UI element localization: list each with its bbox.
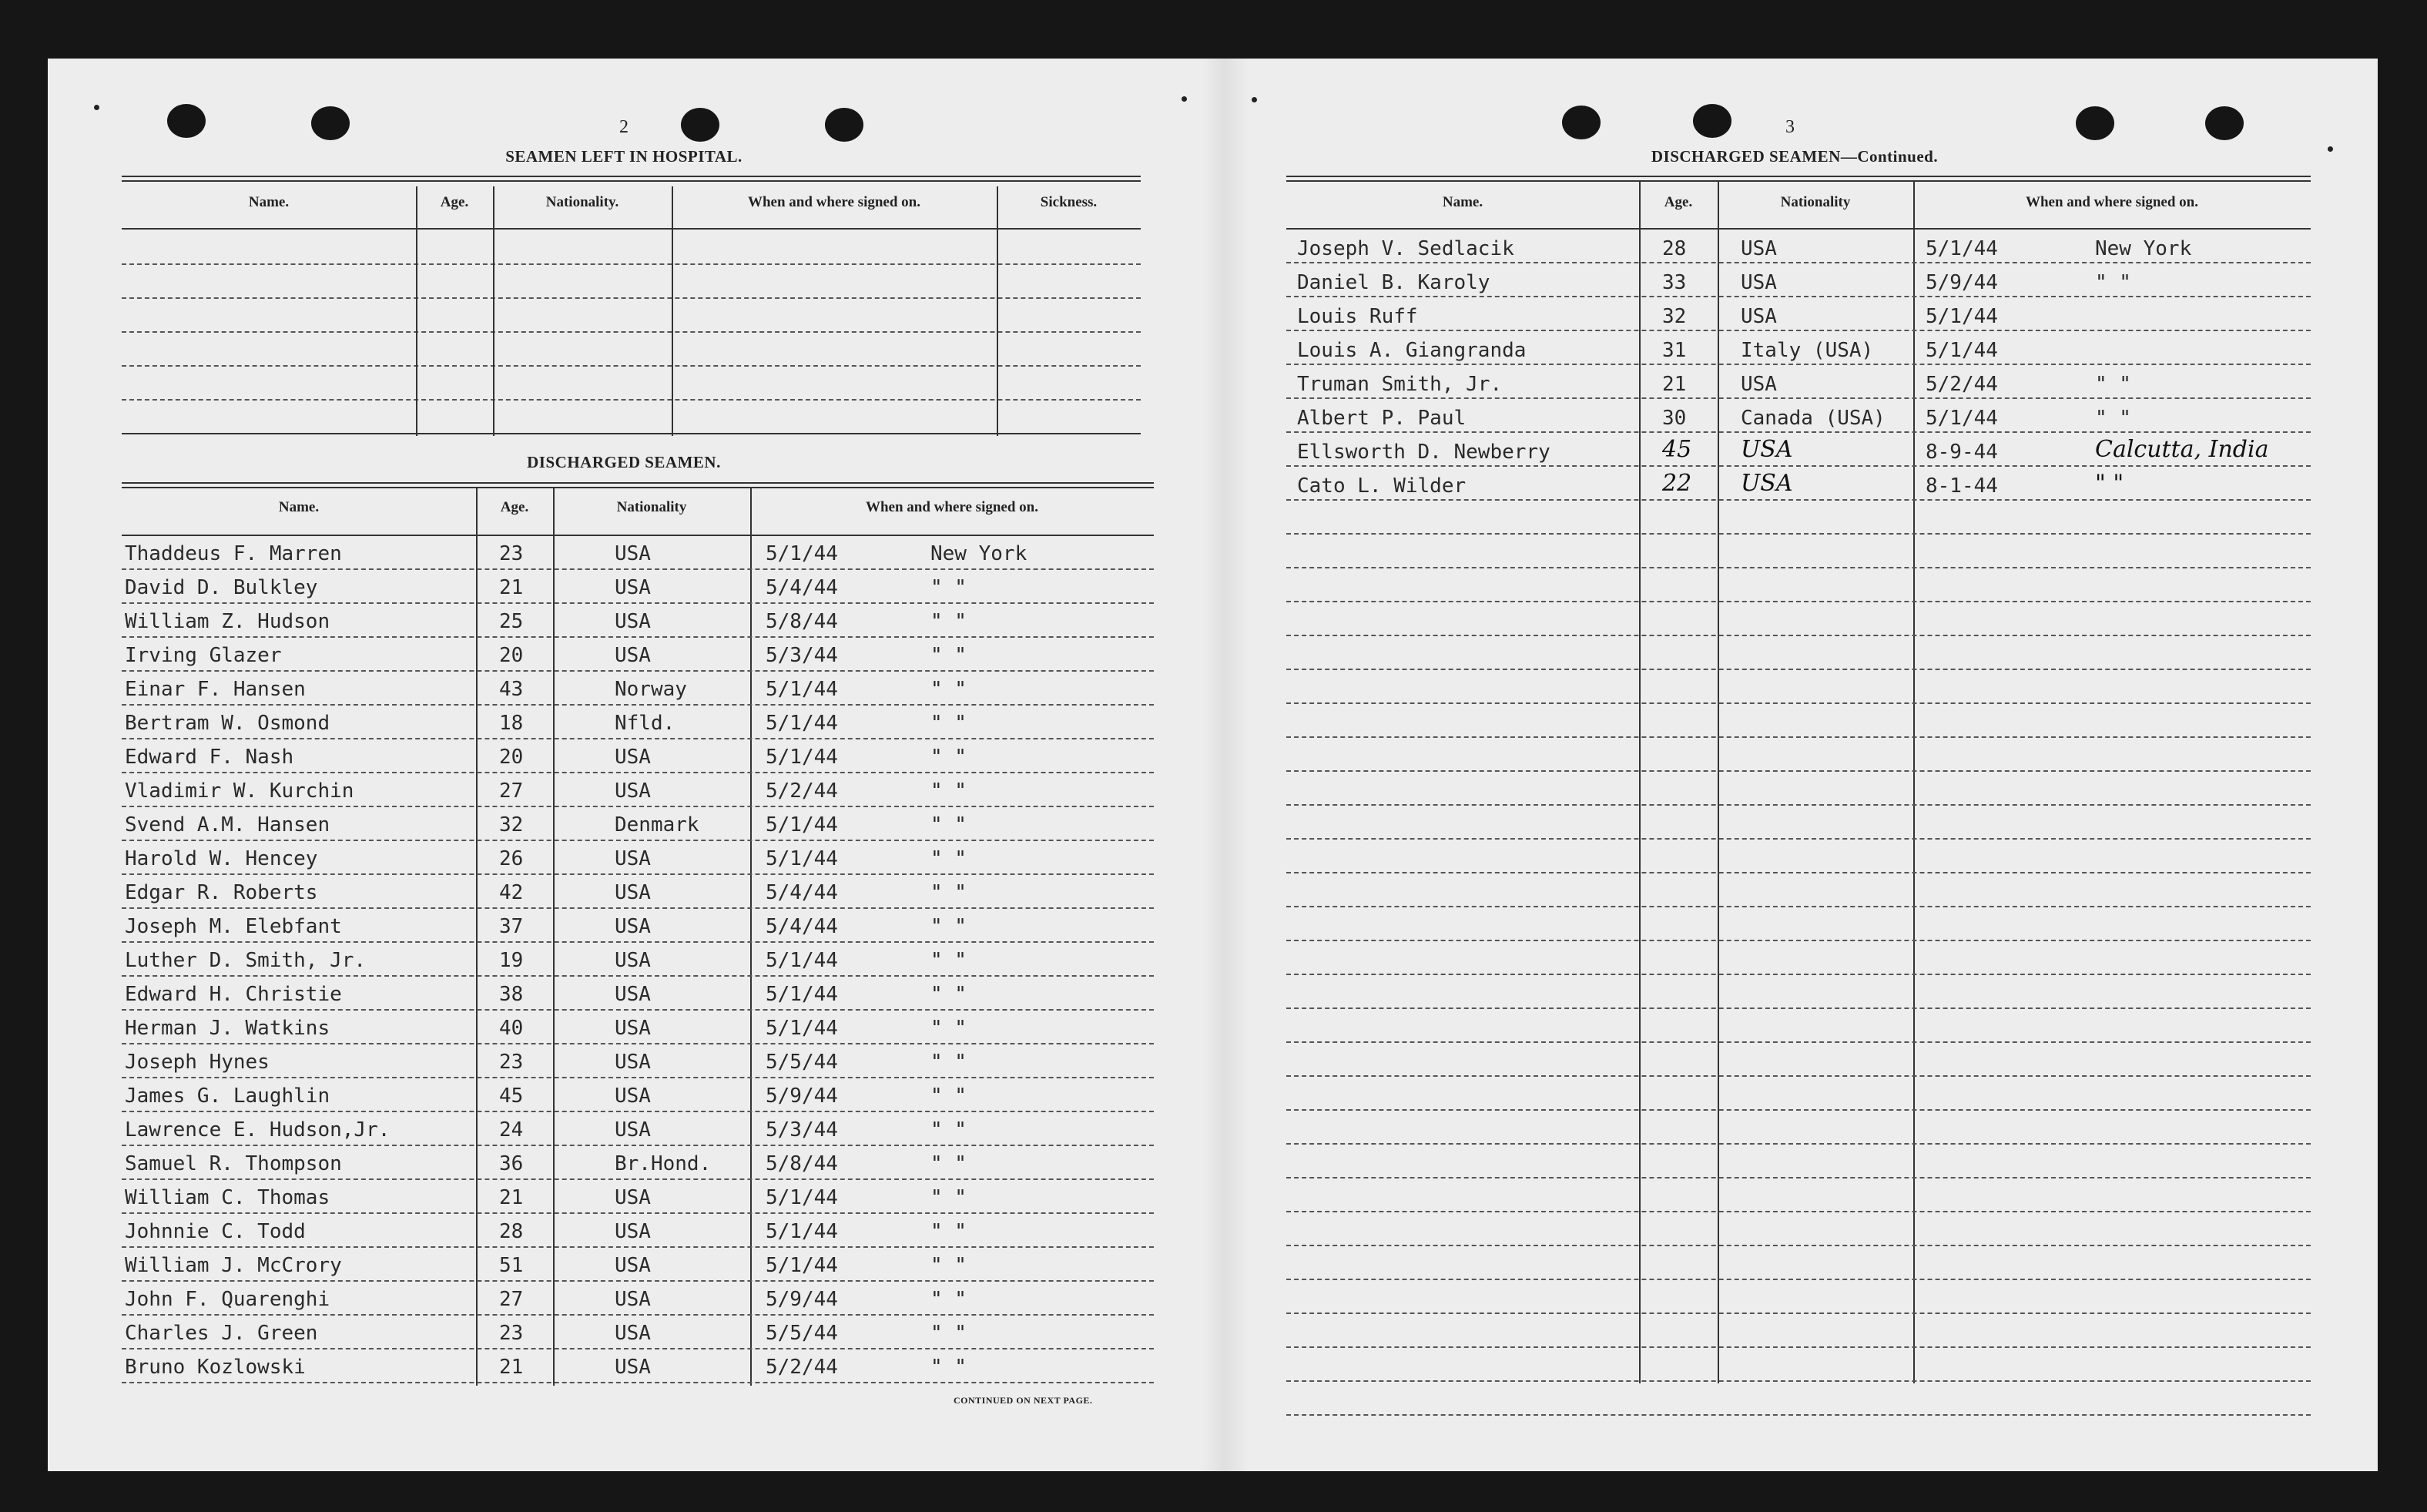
signed-on-date: 5/3/44 (766, 644, 838, 667)
row-rule (1286, 1075, 2311, 1077)
continued-note: CONTINUED ON NEXT PAGE. (954, 1395, 1093, 1406)
seaman-nationality: USA (615, 542, 651, 565)
seaman-nationality: USA (615, 1254, 651, 1277)
seaman-age: 32 (1662, 305, 1687, 328)
col-header-age: Age. (440, 194, 469, 210)
row-rule (122, 772, 1154, 773)
seaman-nationality: Nfld. (615, 712, 675, 735)
signed-on-place: " " (2095, 407, 2131, 430)
seaman-nationality: Norway (615, 678, 687, 701)
row-rule (1286, 1109, 2311, 1111)
seaman-name: Joseph M. Elebfant (125, 915, 342, 938)
seaman-age: 28 (1662, 237, 1687, 260)
seaman-name: Vladimir W. Kurchin (125, 779, 354, 803)
signed-on-date: 5/1/44 (766, 1017, 838, 1040)
row-rule (1286, 1177, 2311, 1178)
signed-on-date: 5/2/44 (766, 779, 838, 803)
row-rule (122, 1178, 1154, 1180)
seaman-name: James G. Laughlin (125, 1085, 330, 1108)
row-rule (1286, 567, 2311, 568)
row-rule (1286, 974, 2311, 975)
row-rule (122, 1111, 1154, 1112)
signed-on-place: " " (930, 915, 967, 938)
row-rule (1286, 1143, 2311, 1145)
seaman-nationality: USA (615, 610, 651, 633)
seaman-name: Charles J. Green (125, 1322, 318, 1345)
punch-hole (2076, 106, 2114, 140)
seaman-name: Ellsworth D. Newberry (1297, 441, 1550, 464)
signed-on-place: " " (930, 1085, 967, 1108)
signed-on-place: " " (930, 1118, 967, 1142)
discharged-table-left (122, 481, 1154, 1383)
signed-on-place: " " (930, 847, 967, 870)
seaman-nationality: USA (615, 881, 651, 904)
seaman-nationality: USA (1741, 373, 1777, 396)
signed-on-date: 5/1/44 (766, 813, 838, 836)
seaman-age: 20 (499, 644, 524, 667)
row-rule (122, 975, 1154, 977)
row-rule (122, 670, 1154, 672)
row-rule (122, 602, 1154, 604)
signed-on-place: " " (930, 1186, 967, 1209)
row-rule (1286, 770, 2311, 772)
row-rule (1286, 465, 2311, 467)
signed-on-date: 5/9/44 (766, 1288, 838, 1311)
seaman-age: 21 (499, 1186, 524, 1209)
seaman-nationality: USA (615, 576, 651, 599)
row-rule (122, 907, 1154, 909)
seaman-name: Bertram W. Osmond (125, 712, 330, 735)
signed-on-date: 5/1/44 (1926, 237, 1998, 260)
row-rule (122, 1145, 1154, 1146)
seaman-age: 22 (1662, 470, 1692, 497)
seaman-name: William J. McCrory (125, 1254, 342, 1277)
row-rule (1286, 1346, 2311, 1348)
seaman-nationality: USA (1741, 470, 1793, 497)
row-rule (122, 1280, 1154, 1282)
seaman-nationality: USA (615, 1322, 651, 1345)
row-rule (122, 1314, 1154, 1316)
seaman-name: Thaddeus F. Marren (125, 542, 342, 565)
signed-on-date: 5/4/44 (766, 576, 838, 599)
signed-on-place: " " (930, 1051, 967, 1074)
row-rule (1286, 1380, 2311, 1382)
hospital-table (122, 174, 1141, 436)
signed-on-place: " " (930, 1254, 967, 1277)
seaman-name: Louis A. Giangranda (1297, 339, 1527, 362)
row-rule (1286, 1007, 2311, 1009)
signed-on-place: " " (930, 610, 967, 633)
signed-on-place: " " (930, 1017, 967, 1040)
signed-on-date: 5/1/44 (766, 678, 838, 701)
signed-on-place: " " (2095, 373, 2131, 396)
signed-on-place: " " (930, 712, 967, 735)
signed-on-place: " " (2095, 271, 2131, 294)
signed-on-place: " " (930, 949, 967, 972)
speck (2328, 146, 2333, 152)
row-rule (122, 806, 1154, 807)
seaman-nationality: USA (615, 1356, 651, 1379)
signed-on-date: 5/1/44 (766, 983, 838, 1006)
row-rule (1286, 702, 2311, 704)
seaman-nationality: USA (1741, 305, 1777, 328)
signed-on-place: " " (930, 779, 967, 803)
signed-on-date: 8-9-44 (1926, 441, 1998, 464)
seaman-age: 43 (499, 678, 524, 701)
seaman-name: Cato L. Wilder (1297, 474, 1467, 498)
col-header-age: Age. (1664, 194, 1693, 210)
row-rule (122, 1009, 1154, 1011)
row-rule (1286, 872, 2311, 873)
seaman-age: 26 (499, 847, 524, 870)
discharged-section-title: DISCHARGED SEAMEN. (527, 453, 721, 471)
seaman-nationality: USA (615, 1220, 651, 1243)
row-rule (122, 1382, 1154, 1383)
row-rule (1286, 669, 2311, 670)
signed-on-date: 5/1/44 (766, 746, 838, 769)
signed-on-place: Calcutta, India (2095, 436, 2269, 463)
row-rule (1286, 330, 2311, 331)
seaman-name: Joseph V. Sedlacik (1297, 237, 1514, 260)
col-header-nationality: Nationality. (545, 194, 619, 210)
row-rule (1286, 906, 2311, 907)
seaman-age: 31 (1662, 339, 1687, 362)
signed-on-date: 5/4/44 (766, 881, 838, 904)
punch-hole (2205, 106, 2244, 140)
seaman-age: 21 (1662, 373, 1687, 396)
signed-on-date: 5/1/44 (766, 1220, 838, 1243)
seaman-nationality: USA (615, 746, 651, 769)
seaman-nationality: USA (615, 1085, 651, 1108)
signed-on-date: 5/9/44 (1926, 271, 1998, 294)
row-rule (122, 704, 1154, 706)
seaman-name: David D. Bulkley (125, 576, 318, 599)
seaman-name: Samuel R. Thompson (125, 1152, 342, 1175)
row-rule (1286, 1041, 2311, 1043)
seaman-nationality: USA (615, 1186, 651, 1209)
seaman-age: 42 (499, 881, 524, 904)
signed-on-place: " " (930, 813, 967, 836)
col-header-name: Name. (1442, 194, 1483, 210)
seaman-age: 32 (499, 813, 524, 836)
row-rule (122, 636, 1154, 638)
seaman-age: 45 (499, 1085, 524, 1108)
punch-hole (1693, 104, 1731, 138)
signed-on-date: 5/8/44 (766, 610, 838, 633)
seaman-nationality: USA (615, 1051, 651, 1074)
signed-on-place: " " (930, 576, 967, 599)
seaman-age: 21 (499, 576, 524, 599)
seaman-age: 25 (499, 610, 524, 633)
seaman-name: Truman Smith, Jr. (1297, 373, 1503, 396)
row-rule (1286, 1279, 2311, 1280)
signed-on-place: New York (2095, 237, 2192, 260)
seaman-name: Harold W. Hencey (125, 847, 318, 870)
row-rule (122, 738, 1154, 739)
seaman-nationality: Denmark (615, 813, 699, 836)
seaman-age: 19 (499, 949, 524, 972)
seaman-nationality: USA (615, 847, 651, 870)
page-fold (1202, 59, 1248, 1471)
seaman-nationality: USA (615, 949, 651, 972)
seaman-name: Svend A.M. Hansen (125, 813, 330, 836)
seaman-nationality: USA (615, 779, 651, 803)
seaman-name: Luther D. Smith, Jr. (125, 949, 367, 972)
punch-hole (1562, 106, 1601, 139)
signed-on-place: " " (930, 1356, 967, 1379)
row-rule (1286, 499, 2311, 501)
signed-on-date: 5/1/44 (766, 949, 838, 972)
signed-on-place: " " (930, 746, 967, 769)
seaman-name: William C. Thomas (125, 1186, 330, 1209)
row-rule (1286, 262, 2311, 263)
col-header-nationality: Nationality (1780, 194, 1851, 210)
row-rule (1286, 736, 2311, 738)
signed-on-place: " " (930, 881, 967, 904)
seaman-nationality: USA (615, 644, 651, 667)
punch-hole (311, 106, 350, 140)
signed-on-date: 5/1/44 (766, 542, 838, 565)
signed-on-place: " " (930, 1288, 967, 1311)
col-header-signed-on: When and where signed on. (865, 499, 1038, 515)
seaman-name: Louis Ruff (1297, 305, 1418, 328)
row-rule (1286, 431, 2311, 433)
seaman-age: 37 (499, 915, 524, 938)
signed-on-place: " " (930, 1220, 967, 1243)
seaman-name: Edward H. Christie (125, 983, 342, 1006)
signed-on-place: " " (2095, 470, 2124, 497)
signed-on-date: 5/5/44 (766, 1051, 838, 1074)
seaman-age: 27 (499, 779, 524, 803)
row-rule (122, 1077, 1154, 1078)
seaman-age: 20 (499, 746, 524, 769)
row-rule (122, 941, 1154, 943)
signed-on-date: 5/9/44 (766, 1085, 838, 1108)
discharged-table-right (1286, 174, 2311, 1385)
row-rule (1286, 1211, 2311, 1212)
row-rule (122, 1212, 1154, 1214)
row-rule (122, 1348, 1154, 1349)
seaman-name: Einar F. Hansen (125, 678, 306, 701)
seaman-nationality: USA (615, 915, 651, 938)
signed-on-place: " " (930, 983, 967, 1006)
seaman-age: 23 (499, 542, 524, 565)
page-number: 2 (619, 117, 629, 137)
row-rule (1286, 1245, 2311, 1246)
row-rule (1286, 364, 2311, 365)
signed-on-date: 5/8/44 (766, 1152, 838, 1175)
punch-hole (167, 104, 206, 138)
seaman-age: 27 (499, 1288, 524, 1311)
signed-on-place: " " (930, 1152, 967, 1175)
seaman-age: 45 (1662, 436, 1692, 463)
seaman-age: 33 (1662, 271, 1687, 294)
seaman-age: 21 (499, 1356, 524, 1379)
seaman-nationality: USA (615, 983, 651, 1006)
row-rule (1286, 635, 2311, 636)
signed-on-date: 5/2/44 (1926, 373, 1998, 396)
row-rule (1286, 1414, 2311, 1416)
col-header-signed-on: When and where signed on. (747, 194, 920, 210)
col-header-name: Name. (248, 194, 290, 210)
speck (1182, 96, 1187, 102)
row-rule (122, 568, 1154, 570)
signed-on-date: 5/1/44 (766, 1254, 838, 1277)
signed-on-place: " " (930, 644, 967, 667)
row-rule (1286, 533, 2311, 535)
seaman-age: 18 (499, 712, 524, 735)
signed-on-date: 8-1-44 (1926, 474, 1998, 498)
seaman-nationality: USA (1741, 237, 1777, 260)
col-header-sickness: Sickness. (1040, 194, 1098, 210)
row-rule (1286, 1313, 2311, 1314)
seaman-name: Johnnie C. Todd (125, 1220, 306, 1243)
seaman-name: Joseph Hynes (125, 1051, 270, 1074)
signed-on-date: 5/1/44 (766, 712, 838, 735)
row-rule (1286, 296, 2311, 297)
col-header-signed-on: When and where signed on. (2025, 194, 2198, 210)
speck (94, 105, 99, 110)
seaman-nationality: Italy (USA) (1741, 339, 1874, 362)
signed-on-date: 5/2/44 (766, 1356, 838, 1379)
signed-on-date: 5/1/44 (766, 847, 838, 870)
row-rule (1286, 601, 2311, 602)
signed-on-date: 5/3/44 (766, 1118, 838, 1142)
row-rule (1286, 804, 2311, 806)
signed-on-date: 5/5/44 (766, 1322, 838, 1345)
seaman-nationality: USA (1741, 271, 1777, 294)
seaman-nationality: Canada (USA) (1741, 407, 1886, 430)
row-rule (122, 873, 1154, 875)
seaman-name: Edgar R. Roberts (125, 881, 318, 904)
discharged-continued-title: DISCHARGED SEAMEN—Continued. (1651, 147, 1939, 166)
page-number: 3 (1785, 117, 1795, 137)
seaman-age: 51 (499, 1254, 524, 1277)
row-rule (122, 1043, 1154, 1044)
signed-on-date: 5/1/44 (1926, 407, 1998, 430)
row-rule (1286, 940, 2311, 941)
seaman-age: 40 (499, 1017, 524, 1040)
signed-on-place: " " (930, 1322, 967, 1345)
seaman-age: 38 (499, 983, 524, 1006)
seaman-name: Bruno Kozlowski (125, 1356, 306, 1379)
seaman-name: Daniel B. Karoly (1297, 271, 1490, 294)
seaman-name: Irving Glazer (125, 644, 282, 667)
seaman-nationality: USA (615, 1017, 651, 1040)
seaman-age: 28 (499, 1220, 524, 1243)
seaman-name: Albert P. Paul (1297, 407, 1467, 430)
row-rule (1286, 397, 2311, 399)
seaman-age: 30 (1662, 407, 1687, 430)
punch-hole (681, 108, 719, 142)
seaman-name: William Z. Hudson (125, 610, 330, 633)
signed-on-date: 5/1/44 (1926, 339, 1998, 362)
seaman-nationality: USA (615, 1288, 651, 1311)
seaman-nationality: USA (1741, 436, 1793, 463)
seaman-age: 23 (499, 1051, 524, 1074)
seaman-age: 23 (499, 1322, 524, 1345)
punch-hole (825, 108, 863, 142)
seaman-name: Lawrence E. Hudson,Jr. (125, 1118, 391, 1142)
hospital-section-title: SEAMEN LEFT IN HOSPITAL. (505, 147, 743, 166)
row-rule (122, 840, 1154, 841)
col-header-age: Age. (500, 499, 529, 515)
col-header-nationality: Nationality (616, 499, 687, 515)
speck (1252, 97, 1257, 102)
signed-on-place: " " (930, 678, 967, 701)
seaman-age: 24 (499, 1118, 524, 1142)
row-rule (122, 1246, 1154, 1248)
seaman-name: Edward F. Nash (125, 746, 294, 769)
signed-on-place: New York (930, 542, 1027, 565)
seaman-name: Herman J. Watkins (125, 1017, 330, 1040)
seaman-name: John F. Quarenghi (125, 1288, 330, 1311)
signed-on-date: 5/1/44 (1926, 305, 1998, 328)
seaman-nationality: Br.Hond. (615, 1152, 712, 1175)
signed-on-date: 5/4/44 (766, 915, 838, 938)
row-rule (1286, 838, 2311, 840)
signed-on-date: 5/1/44 (766, 1186, 838, 1209)
seaman-age: 36 (499, 1152, 524, 1175)
col-header-name: Name. (278, 499, 320, 515)
seaman-nationality: USA (615, 1118, 651, 1142)
